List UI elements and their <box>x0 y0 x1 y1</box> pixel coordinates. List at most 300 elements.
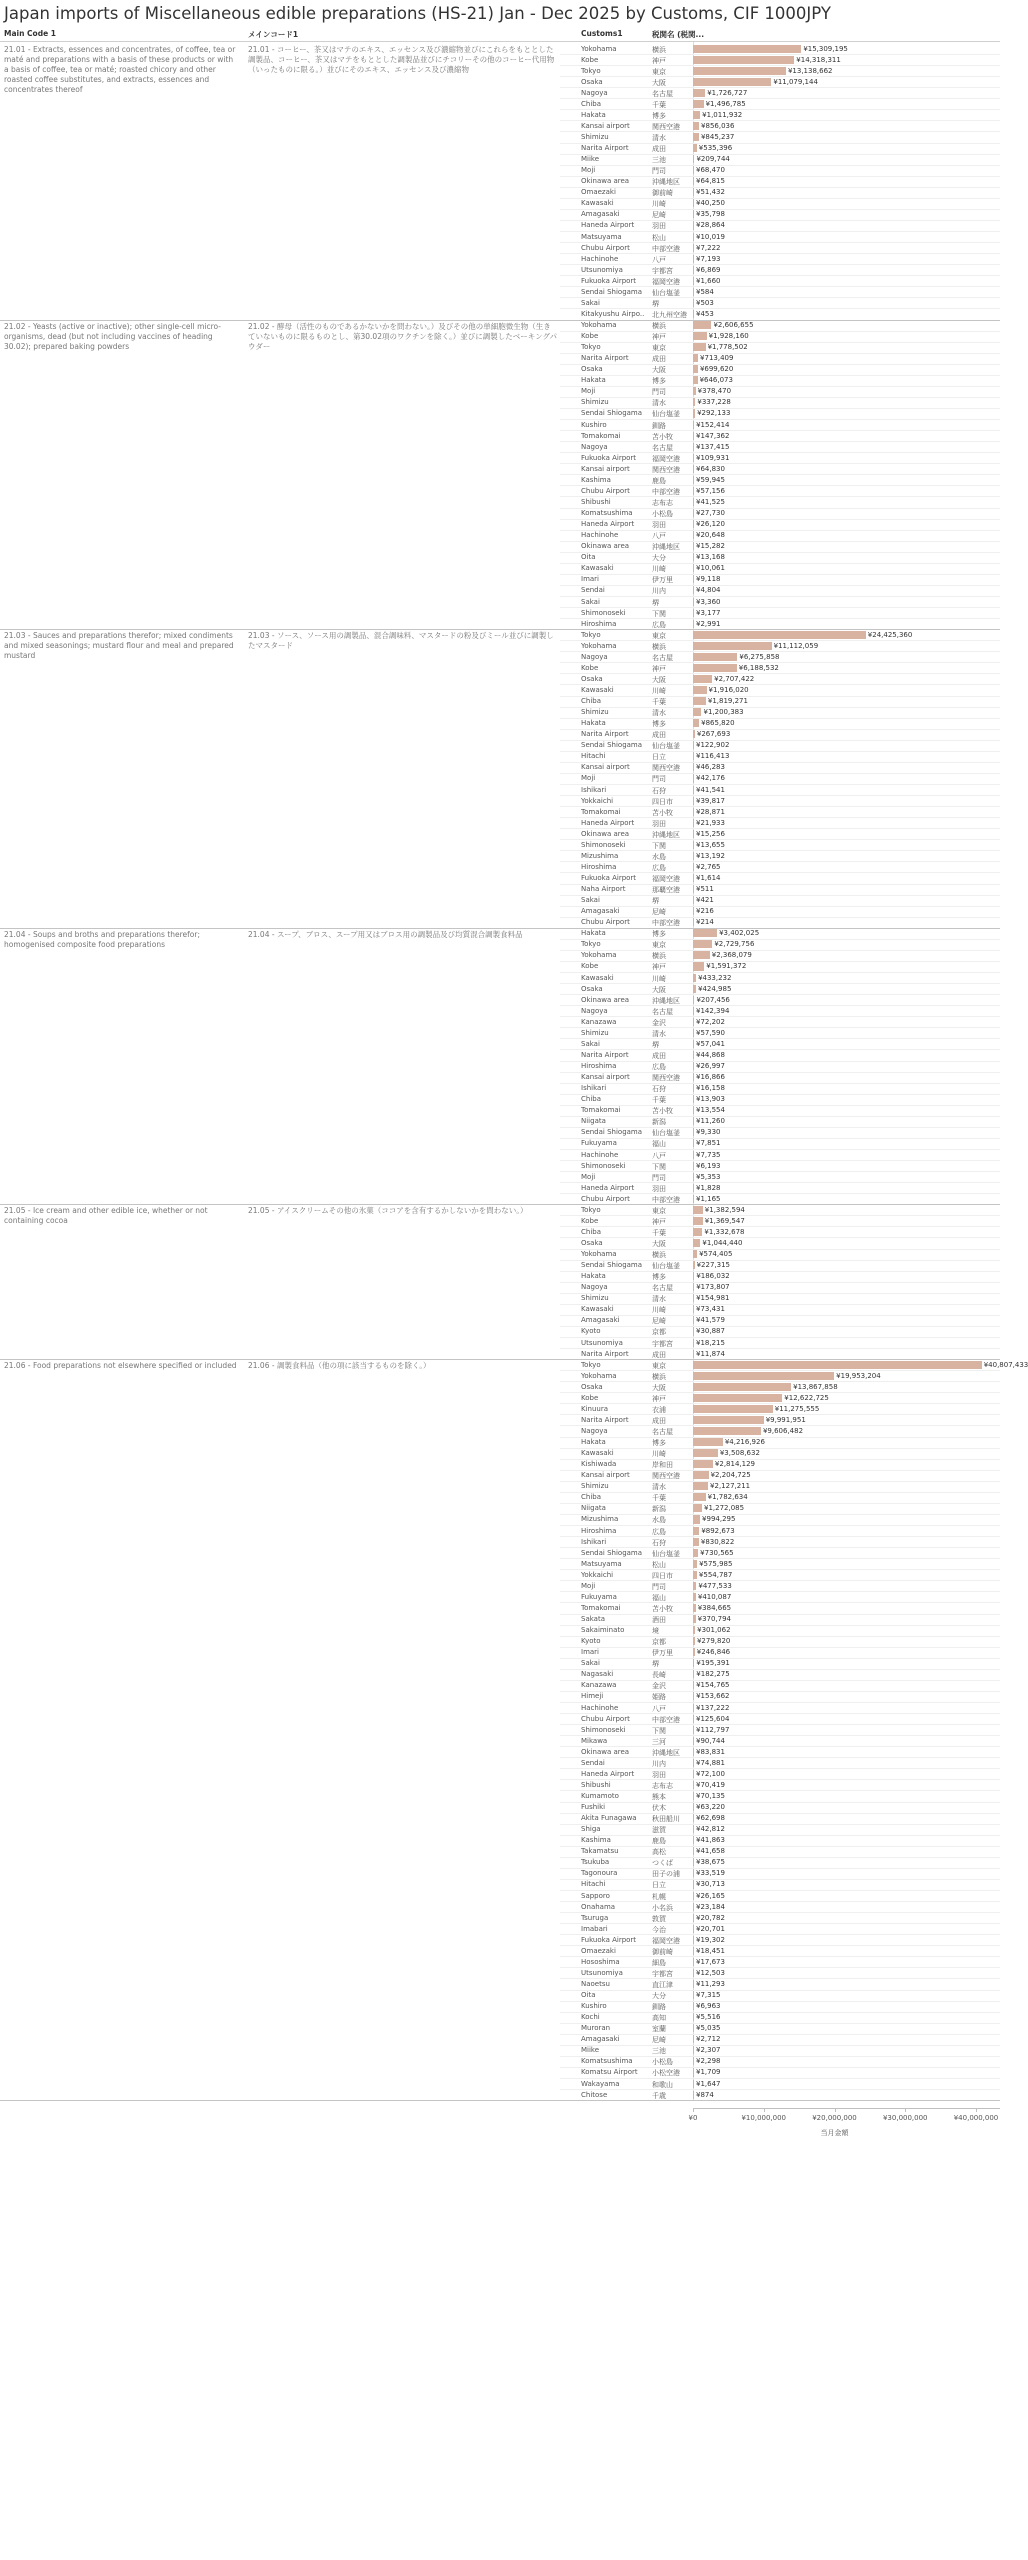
customs-name-jp: 松山 <box>652 1560 666 1569</box>
customs-name: Amagasaki <box>581 1316 620 1325</box>
customs-name-jp: 北九州空港 <box>652 310 687 319</box>
data-label: ¥83,831 <box>696 1747 725 1756</box>
customs-name-jp: 中部空港 <box>652 1715 680 1724</box>
customs-name: Sendai Shiogama <box>581 1261 643 1270</box>
bar[interactable] <box>693 664 737 672</box>
bar[interactable] <box>693 763 694 771</box>
bar[interactable] <box>693 332 707 340</box>
customs-name-jp: 伊万里 <box>652 1649 673 1658</box>
bar[interactable] <box>693 100 704 108</box>
bar[interactable] <box>693 1759 694 1767</box>
data-label: ¥830,822 <box>700 1537 735 1546</box>
customs-name-jp: 新潟 <box>652 1505 666 1514</box>
bar[interactable] <box>693 409 695 417</box>
customs-name-jp: 堺 <box>652 1040 659 1049</box>
customs-name: Sakai <box>581 597 600 606</box>
bar[interactable] <box>693 620 694 628</box>
bar[interactable] <box>693 852 694 860</box>
header-customs[interactable]: Customs1 <box>581 29 623 38</box>
bar[interactable] <box>693 1029 694 1037</box>
customs-name: Imari <box>581 575 599 584</box>
bar[interactable] <box>693 1051 694 1059</box>
x-axis-title: 当月金額 <box>820 2129 849 2137</box>
bar[interactable] <box>693 1228 702 1236</box>
header-main-code[interactable]: Main Code 1 <box>4 29 56 38</box>
customs-name: Himeji <box>581 1692 604 1701</box>
bar[interactable] <box>693 1084 694 1092</box>
bar[interactable] <box>693 1195 694 1203</box>
bar[interactable] <box>693 354 698 362</box>
data-label: ¥11,293 <box>696 1980 725 1988</box>
data-label: ¥6,188,532 <box>738 663 779 672</box>
bar[interactable] <box>693 2068 694 2076</box>
bar[interactable] <box>693 797 694 805</box>
bar[interactable] <box>693 1803 694 1811</box>
bar[interactable] <box>693 1825 694 1833</box>
bar[interactable] <box>693 985 696 993</box>
bar[interactable] <box>693 1880 694 1888</box>
customs-name: Chubu Airport <box>581 243 630 252</box>
bar[interactable] <box>693 2035 694 2043</box>
bar[interactable] <box>693 1305 694 1313</box>
bar[interactable] <box>693 1936 694 1944</box>
data-label: ¥1,726,727 <box>707 88 748 97</box>
customs-name: Chubu Airport <box>581 1714 630 1723</box>
bar[interactable] <box>693 730 695 738</box>
customs-name: Amagasaki <box>581 907 620 916</box>
bar[interactable] <box>693 1748 694 1756</box>
bar[interactable] <box>693 1471 709 1479</box>
bar[interactable] <box>693 56 794 64</box>
customs-name: Chiba <box>581 99 602 108</box>
bar[interactable] <box>693 1438 723 1446</box>
bar[interactable] <box>693 896 694 904</box>
bar[interactable] <box>693 1892 694 1900</box>
bar[interactable] <box>693 774 694 782</box>
bar[interactable] <box>693 542 694 550</box>
bar[interactable] <box>693 1847 694 1855</box>
data-label: ¥646,073 <box>699 376 733 385</box>
customs-name-jp: 石狩 <box>652 1085 666 1094</box>
bar[interactable] <box>693 244 694 252</box>
bar[interactable] <box>693 1925 694 1933</box>
data-label: ¥3,402,025 <box>719 929 760 938</box>
customs-name: Kyoto <box>581 1637 601 1646</box>
data-label: ¥57,156 <box>696 486 725 495</box>
customs-name: Ishikari <box>581 1084 607 1093</box>
bar[interactable] <box>693 885 694 893</box>
bar[interactable] <box>693 387 696 395</box>
bar[interactable] <box>693 830 694 838</box>
customs-name-jp: 横浜 <box>652 952 666 961</box>
bar[interactable] <box>693 1903 694 1911</box>
customs-name: Haneda Airport <box>581 818 635 827</box>
bar[interactable] <box>693 1737 694 1745</box>
bar[interactable] <box>693 1217 703 1225</box>
bar[interactable] <box>693 1814 694 1822</box>
bar[interactable] <box>693 1239 700 1247</box>
bar[interactable] <box>693 1361 982 1369</box>
bar[interactable] <box>693 144 697 152</box>
bar[interactable] <box>693 2046 694 2054</box>
customs-name: Chiba <box>581 1095 602 1104</box>
bar[interactable] <box>693 2013 694 2021</box>
data-label: ¥584 <box>696 287 714 296</box>
bar[interactable] <box>693 1106 694 1114</box>
data-label: ¥35,798 <box>696 210 725 219</box>
bar[interactable] <box>693 631 866 639</box>
customs-name: Omaezaki <box>581 1946 616 1955</box>
bar[interactable] <box>693 653 737 661</box>
bar[interactable] <box>693 708 701 716</box>
bar[interactable] <box>693 996 694 1004</box>
data-label: ¥421 <box>696 896 714 905</box>
customs-name: Shimizu <box>581 398 609 407</box>
customs-name-jp: 広島 <box>652 1063 666 1072</box>
bar[interactable] <box>693 1128 694 1136</box>
bar[interactable] <box>693 1947 694 1955</box>
bar[interactable] <box>693 45 801 53</box>
bar[interactable] <box>693 1427 761 1435</box>
customs-name: Niigata <box>581 1117 606 1126</box>
customs-name-jp: 名古屋 <box>652 89 673 98</box>
bar[interactable] <box>693 1582 696 1590</box>
bar[interactable] <box>693 321 711 329</box>
bar[interactable] <box>693 863 694 871</box>
customs-name: Hakata <box>581 1272 606 1281</box>
bar[interactable] <box>693 1792 694 1800</box>
bar[interactable] <box>693 1659 694 1667</box>
bar[interactable] <box>693 343 706 351</box>
bar[interactable] <box>693 1173 694 1181</box>
bar[interactable] <box>693 1339 694 1347</box>
customs-name-jp: 門司 <box>652 1582 666 1591</box>
bar[interactable] <box>693 1858 694 1866</box>
bar[interactable] <box>693 752 694 760</box>
customs-name-jp: 川崎 <box>652 1450 666 1459</box>
header-main-code-jp[interactable]: メインコード1 <box>248 30 299 39</box>
bar[interactable] <box>693 907 694 915</box>
bar[interactable] <box>693 1095 694 1103</box>
x-tick <box>835 2108 836 2112</box>
bar[interactable] <box>693 575 694 583</box>
bar[interactable] <box>693 1626 695 1634</box>
bar[interactable] <box>693 1327 694 1335</box>
customs-name-jp: 沖縄地区 <box>652 543 680 552</box>
customs-name: Narita Airport <box>581 354 629 363</box>
bar[interactable] <box>693 1969 694 1977</box>
bar[interactable] <box>693 741 694 749</box>
customs-name: Tokyo <box>581 940 601 949</box>
data-label: ¥6,193 <box>696 1161 721 1170</box>
customs-name-jp: 神戸 <box>652 333 666 342</box>
data-label: ¥10,019 <box>696 232 725 241</box>
customs-name-jp: 敦賀 <box>652 1914 666 1923</box>
bar[interactable] <box>693 299 694 307</box>
bar[interactable] <box>693 1383 791 1391</box>
customs-name-jp: 横浜 <box>652 1251 666 1260</box>
bar[interactable] <box>693 1615 696 1623</box>
customs-name: Wakayama <box>581 2079 620 2088</box>
data-label: ¥41,541 <box>696 785 725 794</box>
customs-name: Hitachi <box>581 1880 606 1889</box>
bar[interactable] <box>693 2002 694 2010</box>
bar[interactable] <box>693 177 694 185</box>
bar[interactable] <box>693 1493 706 1501</box>
bar[interactable] <box>693 1117 694 1125</box>
bar[interactable] <box>693 1007 694 1015</box>
group-divider <box>0 1204 1000 1205</box>
data-label: ¥554,787 <box>698 1570 733 1579</box>
data-label: ¥68,470 <box>696 166 725 175</box>
customs-name-jp: 神戸 <box>652 963 666 972</box>
bar[interactable] <box>693 498 694 506</box>
bar[interactable] <box>693 1527 699 1535</box>
bar[interactable] <box>693 1980 694 1988</box>
bar[interactable] <box>693 929 717 937</box>
bar[interactable] <box>693 1515 700 1523</box>
customs-name: Naha Airport <box>581 885 626 894</box>
row-divider <box>560 120 1000 121</box>
bar[interactable] <box>693 1869 694 1877</box>
bar[interactable] <box>693 421 694 429</box>
data-label: ¥2,606,655 <box>713 321 754 329</box>
bar[interactable] <box>693 719 699 727</box>
bar[interactable] <box>693 487 694 495</box>
bar[interactable] <box>693 1692 694 1700</box>
customs-name-jp: 金沢 <box>652 1018 666 1027</box>
bar[interactable] <box>693 1781 694 1789</box>
customs-name-jp: 東京 <box>652 67 666 76</box>
bar[interactable] <box>693 443 694 451</box>
bar[interactable] <box>693 188 694 196</box>
bar[interactable] <box>693 1449 718 1457</box>
bar[interactable] <box>693 1991 694 1999</box>
bar[interactable] <box>693 277 694 285</box>
header-customs-jp[interactable]: 税関名 (税関... <box>652 30 705 39</box>
bar[interactable] <box>693 1770 694 1778</box>
bar[interactable] <box>693 432 694 440</box>
bar[interactable] <box>693 1283 694 1291</box>
bar[interactable] <box>693 1715 694 1723</box>
bar[interactable] <box>693 1482 708 1490</box>
row-divider <box>560 1768 1000 1769</box>
bar[interactable] <box>693 155 694 163</box>
bar[interactable] <box>693 1316 694 1324</box>
bar[interactable] <box>693 1294 694 1302</box>
bar[interactable] <box>693 454 694 462</box>
bar[interactable] <box>693 255 694 263</box>
bar[interactable] <box>693 1372 834 1380</box>
bar[interactable] <box>693 1958 694 1966</box>
bar[interactable] <box>693 376 698 384</box>
customs-name: Ishikari <box>581 1537 607 1546</box>
data-label: ¥186,032 <box>696 1272 730 1281</box>
customs-name-jp: 門司 <box>652 1173 666 1182</box>
customs-name-jp: 成田 <box>652 145 666 154</box>
bar[interactable] <box>693 2091 694 2099</box>
bar[interactable] <box>693 1460 713 1468</box>
customs-name-jp: 清水 <box>652 709 666 718</box>
customs-name-jp: 神戸 <box>652 1394 666 1403</box>
bar[interactable] <box>693 642 772 650</box>
bar[interactable] <box>693 531 694 539</box>
bar[interactable] <box>693 697 706 705</box>
customs-name: Shimonoseki <box>581 840 626 849</box>
bar[interactable] <box>693 1670 694 1678</box>
bar[interactable] <box>693 2057 694 2065</box>
bar[interactable] <box>693 1836 694 1844</box>
bar[interactable] <box>693 841 694 849</box>
data-label: ¥63,220 <box>696 1803 725 1812</box>
x-axis-line <box>693 2108 1000 2109</box>
bar[interactable] <box>693 609 694 617</box>
bar[interactable] <box>693 1538 699 1546</box>
bar[interactable] <box>693 1405 773 1413</box>
bar[interactable] <box>693 1704 694 1712</box>
data-label: ¥209,744 <box>696 155 730 164</box>
data-label: ¥19,302 <box>696 1935 725 1944</box>
bar[interactable] <box>693 199 694 207</box>
bar[interactable] <box>693 874 694 882</box>
customs-name: Moji <box>581 1172 596 1181</box>
bar[interactable] <box>693 819 694 827</box>
bar[interactable] <box>693 1571 697 1579</box>
bar[interactable] <box>693 564 694 572</box>
bar[interactable] <box>693 89 705 97</box>
bar[interactable] <box>693 1394 782 1402</box>
bar[interactable] <box>693 1272 694 1280</box>
bar[interactable] <box>693 465 694 473</box>
bar[interactable] <box>693 686 707 694</box>
customs-name-jp: 神戸 <box>652 56 666 65</box>
bar[interactable] <box>693 2080 694 2088</box>
customs-name: Yokkaichi <box>581 1570 614 1579</box>
customs-name-jp: 横浜 <box>652 642 666 651</box>
data-label: ¥477,533 <box>698 1581 732 1590</box>
data-label: ¥13,138,662 <box>787 66 833 75</box>
customs-name-jp: 志布志 <box>652 498 673 507</box>
bar[interactable] <box>693 808 694 816</box>
bar[interactable] <box>693 1062 694 1070</box>
bar[interactable] <box>693 1250 697 1258</box>
data-label: ¥1,660 <box>696 276 721 285</box>
data-label: ¥7,222 <box>696 243 721 252</box>
data-label: ¥173,807 <box>696 1283 730 1292</box>
customs-name-jp: 千葉 <box>652 1494 666 1503</box>
bar[interactable] <box>693 918 694 926</box>
bar[interactable] <box>693 67 786 75</box>
bar[interactable] <box>693 675 712 683</box>
customs-name-jp: 千葉 <box>652 698 666 707</box>
bar[interactable] <box>693 1162 694 1170</box>
bar[interactable] <box>693 1549 698 1557</box>
customs-name-jp: 川崎 <box>652 565 666 574</box>
bar[interactable] <box>693 1139 694 1147</box>
bar[interactable] <box>693 1560 697 1568</box>
bar[interactable] <box>693 1151 694 1159</box>
bar[interactable] <box>693 133 699 141</box>
bar[interactable] <box>693 1206 703 1214</box>
customs-name: Yokohama <box>581 44 617 53</box>
bar[interactable] <box>693 398 695 406</box>
bar[interactable] <box>693 962 704 970</box>
bar[interactable] <box>693 1350 694 1358</box>
data-label: ¥6,963 <box>696 2002 721 2011</box>
customs-name-jp: 苫小牧 <box>652 432 673 441</box>
row-divider <box>560 1790 1000 1791</box>
bar[interactable] <box>693 1914 694 1922</box>
bar[interactable] <box>693 210 694 218</box>
bar[interactable] <box>693 2024 694 2032</box>
customs-name: Nagoya <box>581 1427 608 1435</box>
bar[interactable] <box>693 1261 695 1269</box>
bar[interactable] <box>693 1593 696 1601</box>
bar[interactable] <box>693 1726 694 1734</box>
customs-name-jp: 石狩 <box>652 786 666 795</box>
bar[interactable] <box>693 476 694 484</box>
bar[interactable] <box>693 940 712 948</box>
bar[interactable] <box>693 598 694 606</box>
customs-name-jp: 松山 <box>652 233 666 242</box>
data-label: ¥6,275,858 <box>739 652 780 661</box>
bar[interactable] <box>693 974 696 982</box>
bar[interactable] <box>693 266 694 274</box>
bar[interactable] <box>693 1184 694 1192</box>
bar[interactable] <box>693 1604 696 1612</box>
data-label: ¥246,846 <box>696 1648 731 1657</box>
bar[interactable] <box>693 1018 694 1026</box>
customs-name-jp: 釧路 <box>652 2003 666 2012</box>
data-label: ¥12,622,725 <box>784 1393 829 1402</box>
bar[interactable] <box>693 166 694 174</box>
bar[interactable] <box>693 78 771 86</box>
bar[interactable] <box>693 1504 702 1512</box>
bar[interactable] <box>693 1073 694 1081</box>
customs-name: Hiroshima <box>581 1062 617 1071</box>
customs-name: Fukuoka Airport <box>581 1935 637 1944</box>
bar[interactable] <box>693 786 694 794</box>
bar[interactable] <box>693 365 698 373</box>
customs-name: Yokohama <box>581 321 617 329</box>
customs-name: Moji <box>581 1581 596 1590</box>
customs-name-jp: 関西空港 <box>652 764 680 773</box>
data-label: ¥57,590 <box>696 1028 725 1037</box>
bar[interactable] <box>693 951 710 959</box>
bar[interactable] <box>693 1416 764 1424</box>
bar[interactable] <box>693 1648 695 1656</box>
bar[interactable] <box>693 1040 694 1048</box>
bar[interactable] <box>693 122 699 130</box>
customs-name-jp: 門司 <box>652 167 666 176</box>
bar[interactable] <box>693 1681 694 1689</box>
bar[interactable] <box>693 520 694 528</box>
bar[interactable] <box>693 1637 695 1645</box>
bar[interactable] <box>693 586 694 594</box>
data-label: ¥227,315 <box>696 1261 730 1270</box>
bar[interactable] <box>693 111 700 119</box>
bar[interactable] <box>693 509 694 517</box>
customs-name: Kobe <box>581 55 599 64</box>
bar[interactable] <box>693 288 694 296</box>
bar[interactable] <box>693 553 694 561</box>
bar[interactable] <box>693 233 694 241</box>
bar[interactable] <box>693 221 694 229</box>
customs-name: Tokyo <box>581 1360 601 1369</box>
data-label: ¥19,953,204 <box>836 1371 881 1380</box>
bar[interactable] <box>693 310 694 318</box>
customs-name-jp: 直江津 <box>652 1981 673 1989</box>
